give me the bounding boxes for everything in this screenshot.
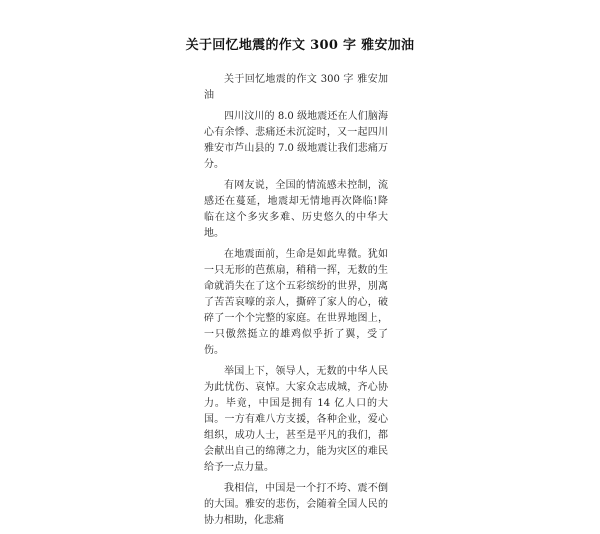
- article-paragraph: 我相信，中国是一个打不垮、震不倒的大国。雅安的悲伤，会随着全国人民的协力相助，化悲痛: [204, 483, 388, 526]
- page-title: 关于回忆地震的作文 300 字 雅安加油: [185, 38, 415, 53]
- article-paragraph: 举国上下，领导人，无数的中华人民为此忧伤、哀悼。大家众志成城，齐心协力。毕竟，中国是拥有 14 亿人口的大国。一方有难八方支援，各种企业，爱心组织，成功人士，甚至是平凡的我们，都会献出自己的绵薄之力，能为灾区的难民给予一点力量。: [204, 366, 388, 473]
- article-paragraph: 在地震面前，生命是如此卑微。犹如一只无形的芭蕉扇，稍稍一挥，无数的生命就消失在了这个五彩缤纷的世界，別离了苦苦哀嚎的亲人，撕碎了家人的心，破碎了一个个完整的家庭。在世界地图上，一只傲然挺立的雄鸡似乎折了翼，受了伤。: [204, 249, 388, 356]
- article-paragraph: 有网友说，全国的情流感未控制，流感还在蔓延，地震却无情地再次降临!降临在这个多灾多难、历史悠久的中华大地。: [204, 180, 388, 239]
- article-paragraph: 四川汶川的 8.0 级地震还在人们脑海心有余悸、悲痛还未沉淀时，又一起四川雅安市芦山县的 7.0 级地震让我们悲痛万分。: [204, 111, 388, 170]
- article-body: [204, 72, 388, 534]
- article-paragraph: 关于回忆地震的作文 300 字 雅安加油: [204, 74, 388, 101]
